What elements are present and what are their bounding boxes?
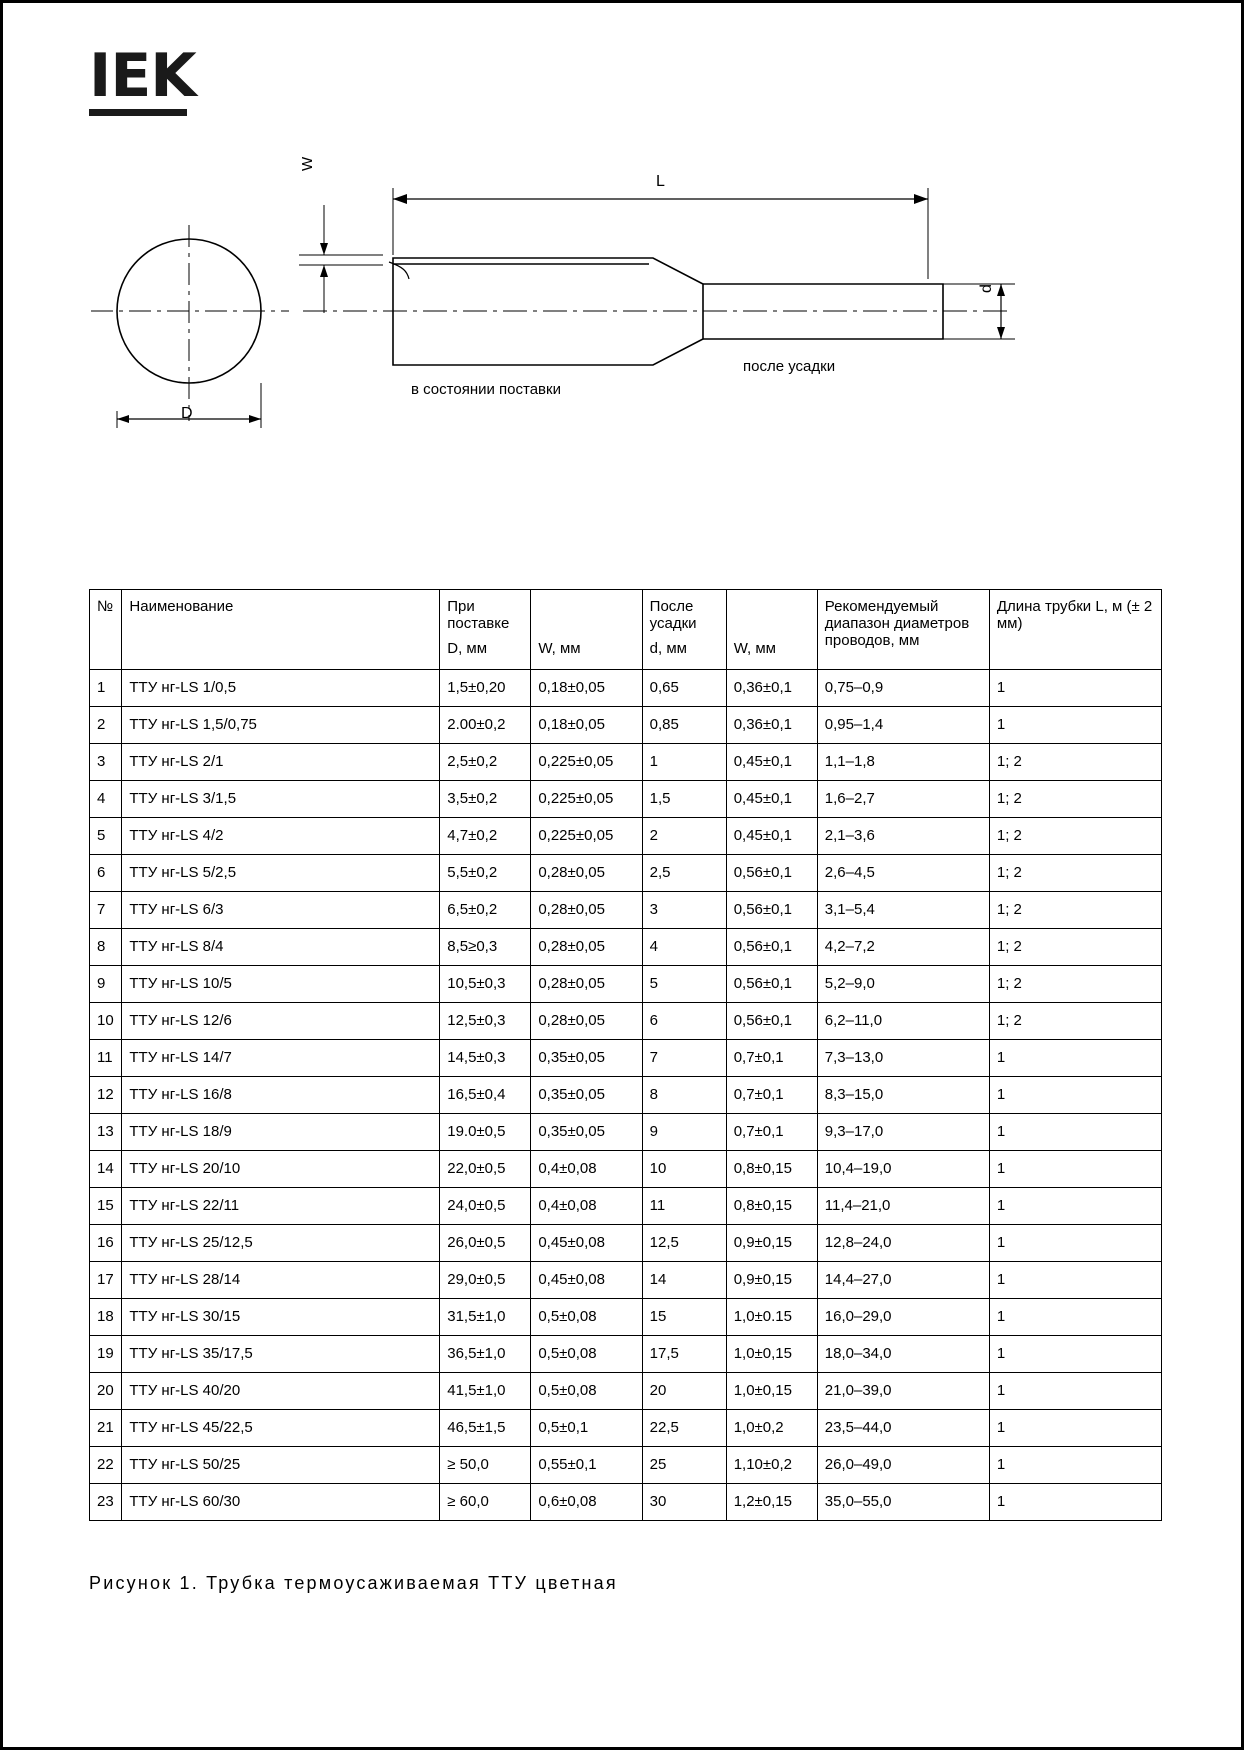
cell-num: 23 bbox=[90, 1483, 122, 1520]
cell-length: 1 bbox=[989, 1483, 1161, 1520]
cell-d: 20 bbox=[642, 1372, 726, 1409]
cell-W-supply: 0,55±0,1 bbox=[531, 1446, 642, 1483]
cell-length: 1; 2 bbox=[989, 854, 1161, 891]
cell-W-shrink: 0,56±0,1 bbox=[726, 928, 817, 965]
cell-name: ТТУ нг-LS 4/2 bbox=[122, 817, 440, 854]
table-row bbox=[90, 965, 1162, 1002]
cell-D: 10,5±0,3 bbox=[440, 965, 531, 1002]
cell-range: 0,75–0,9 bbox=[817, 669, 989, 706]
cell-W-supply: 0,28±0,05 bbox=[531, 965, 642, 1002]
cell-name: ТТУ нг-LS 45/22,5 bbox=[122, 1409, 440, 1446]
header-W-shrink: W, мм bbox=[726, 632, 817, 669]
cell-length: 1; 2 bbox=[989, 1002, 1161, 1039]
label-dimension-L: L bbox=[656, 173, 665, 190]
cell-length: 1 bbox=[989, 1224, 1161, 1261]
cell-range: 26,0–49,0 bbox=[817, 1446, 989, 1483]
cell-W-shrink: 0,56±0,1 bbox=[726, 965, 817, 1002]
cell-D: 24,0±0,5 bbox=[440, 1187, 531, 1224]
table-row bbox=[90, 1076, 1162, 1113]
cell-W-shrink: 0,36±0,1 bbox=[726, 669, 817, 706]
table-row bbox=[90, 1002, 1162, 1039]
cell-d: 1,5 bbox=[642, 780, 726, 817]
cell-D: 46,5±1,5 bbox=[440, 1409, 531, 1446]
cell-length: 1 bbox=[989, 1187, 1161, 1224]
label-dimension-D: D bbox=[181, 405, 193, 422]
cell-W-shrink: 0,7±0,1 bbox=[726, 1076, 817, 1113]
specification-table bbox=[89, 589, 1162, 1521]
cell-name: ТТУ нг-LS 12/6 bbox=[122, 1002, 440, 1039]
label-dimension-W: W bbox=[299, 156, 316, 171]
cell-name: ТТУ нг-LS 10/5 bbox=[122, 965, 440, 1002]
cell-range: 12,8–24,0 bbox=[817, 1224, 989, 1261]
cell-D: 2.00±0,2 bbox=[440, 706, 531, 743]
header-at-supply: При поставке bbox=[440, 590, 531, 633]
cell-d: 3 bbox=[642, 891, 726, 928]
cell-range: 9,3–17,0 bbox=[817, 1113, 989, 1150]
cell-length: 1 bbox=[989, 1261, 1161, 1298]
cell-W-supply: 0,35±0,05 bbox=[531, 1039, 642, 1076]
cell-num: 4 bbox=[90, 780, 122, 817]
cell-num: 9 bbox=[90, 965, 122, 1002]
cell-W-supply: 0,18±0,05 bbox=[531, 669, 642, 706]
table-header bbox=[90, 590, 1162, 670]
cell-num: 10 bbox=[90, 1002, 122, 1039]
cell-D: 41,5±1,0 bbox=[440, 1372, 531, 1409]
label-supply-state: в состоянии поставки bbox=[411, 381, 561, 398]
cell-d: 10 bbox=[642, 1150, 726, 1187]
cell-range: 0,95–1,4 bbox=[817, 706, 989, 743]
cell-range: 23,5–44,0 bbox=[817, 1409, 989, 1446]
table-row bbox=[90, 1335, 1162, 1372]
cell-length: 1; 2 bbox=[989, 817, 1161, 854]
cell-d: 11 bbox=[642, 1187, 726, 1224]
label-after-shrink: после усадки bbox=[743, 358, 836, 375]
cell-W-shrink: 1,10±0,2 bbox=[726, 1446, 817, 1483]
cell-num: 14 bbox=[90, 1150, 122, 1187]
cell-W-shrink: 1,0±0,2 bbox=[726, 1409, 817, 1446]
cell-length: 1; 2 bbox=[989, 928, 1161, 965]
header-d: d, мм bbox=[642, 632, 726, 669]
table-row bbox=[90, 1150, 1162, 1187]
table-header-row-1 bbox=[90, 590, 1162, 633]
cell-name: ТТУ нг-LS 14/7 bbox=[122, 1039, 440, 1076]
cell-name: ТТУ нг-LS 22/11 bbox=[122, 1187, 440, 1224]
cell-W-supply: 0,18±0,05 bbox=[531, 706, 642, 743]
cell-W-supply: 0,225±0,05 bbox=[531, 817, 642, 854]
cell-W-supply: 0,225±0,05 bbox=[531, 780, 642, 817]
table-row bbox=[90, 1372, 1162, 1409]
cell-W-supply: 0,6±0,08 bbox=[531, 1483, 642, 1520]
cell-d: 2 bbox=[642, 817, 726, 854]
cell-length: 1; 2 bbox=[989, 965, 1161, 1002]
table-row bbox=[90, 1113, 1162, 1150]
table-row bbox=[90, 780, 1162, 817]
cell-num: 5 bbox=[90, 817, 122, 854]
cell-range: 21,0–39,0 bbox=[817, 1372, 989, 1409]
cell-W-supply: 0,35±0,05 bbox=[531, 1076, 642, 1113]
table-row bbox=[90, 1298, 1162, 1335]
cell-W-supply: 0,28±0,05 bbox=[531, 891, 642, 928]
cell-D: 1,5±0,20 bbox=[440, 669, 531, 706]
cell-name: ТТУ нг-LS 28/14 bbox=[122, 1261, 440, 1298]
cell-length: 1 bbox=[989, 669, 1161, 706]
cell-num: 12 bbox=[90, 1076, 122, 1113]
cell-d: 2,5 bbox=[642, 854, 726, 891]
cell-d: 1 bbox=[642, 743, 726, 780]
table-row bbox=[90, 1409, 1162, 1446]
cell-length: 1 bbox=[989, 1113, 1161, 1150]
iek-logo bbox=[89, 41, 196, 116]
cell-range: 10,4–19,0 bbox=[817, 1150, 989, 1187]
table-row bbox=[90, 1446, 1162, 1483]
cell-name: ТТУ нг-LS 50/25 bbox=[122, 1446, 440, 1483]
cell-W-supply: 0,45±0,08 bbox=[531, 1261, 642, 1298]
cell-W-supply: 0,5±0,1 bbox=[531, 1409, 642, 1446]
cell-d: 17,5 bbox=[642, 1335, 726, 1372]
table-row bbox=[90, 1483, 1162, 1520]
cell-W-supply: 0,4±0,08 bbox=[531, 1150, 642, 1187]
cell-range: 5,2–9,0 bbox=[817, 965, 989, 1002]
cell-range: 6,2–11,0 bbox=[817, 1002, 989, 1039]
cell-range: 4,2–7,2 bbox=[817, 928, 989, 965]
table-row bbox=[90, 743, 1162, 780]
cell-W-shrink: 0,45±0,1 bbox=[726, 743, 817, 780]
header-recommended-range: Рекомендуемый диапазон диаметров проводов, мм bbox=[817, 590, 989, 670]
cell-name: ТТУ нг-LS 6/3 bbox=[122, 891, 440, 928]
cell-W-supply: 0,4±0,08 bbox=[531, 1187, 642, 1224]
cell-W-supply: 0,28±0,05 bbox=[531, 854, 642, 891]
cell-length: 1 bbox=[989, 1335, 1161, 1372]
cell-W-shrink: 0,36±0,1 bbox=[726, 706, 817, 743]
cell-D: 22,0±0,5 bbox=[440, 1150, 531, 1187]
cell-num: 3 bbox=[90, 743, 122, 780]
cell-name: ТТУ нг-LS 5/2,5 bbox=[122, 854, 440, 891]
cell-num: 18 bbox=[90, 1298, 122, 1335]
cell-range: 2,1–3,6 bbox=[817, 817, 989, 854]
cell-num: 20 bbox=[90, 1372, 122, 1409]
cell-name: ТТУ нг-LS 60/30 bbox=[122, 1483, 440, 1520]
cell-range: 3,1–5,4 bbox=[817, 891, 989, 928]
header-at-supply-spacer bbox=[531, 590, 642, 633]
cell-length: 1 bbox=[989, 1150, 1161, 1187]
cell-W-shrink: 0,45±0,1 bbox=[726, 817, 817, 854]
cell-num: 21 bbox=[90, 1409, 122, 1446]
cell-D: 16,5±0,4 bbox=[440, 1076, 531, 1113]
cell-length: 1 bbox=[989, 1409, 1161, 1446]
cell-length: 1; 2 bbox=[989, 780, 1161, 817]
cell-length: 1; 2 bbox=[989, 891, 1161, 928]
cell-d: 7 bbox=[642, 1039, 726, 1076]
cell-length: 1 bbox=[989, 1039, 1161, 1076]
header-tube-length: Длина трубки L, м (± 2 мм) bbox=[989, 590, 1161, 670]
cell-name: ТТУ нг-LS 8/4 bbox=[122, 928, 440, 965]
cell-D: 19.0±0,5 bbox=[440, 1113, 531, 1150]
cell-d: 14 bbox=[642, 1261, 726, 1298]
cell-name: ТТУ нг-LS 1,5/0,75 bbox=[122, 706, 440, 743]
header-after-shrink-spacer bbox=[726, 590, 817, 633]
cell-range: 35,0–55,0 bbox=[817, 1483, 989, 1520]
header-num: № bbox=[90, 590, 122, 670]
cell-W-supply: 0,5±0,08 bbox=[531, 1372, 642, 1409]
cell-range: 1,1–1,8 bbox=[817, 743, 989, 780]
cell-num: 19 bbox=[90, 1335, 122, 1372]
cell-D: 29,0±0,5 bbox=[440, 1261, 531, 1298]
cell-num: 13 bbox=[90, 1113, 122, 1150]
cell-W-shrink: 1,0±0,15 bbox=[726, 1335, 817, 1372]
table-row bbox=[90, 1039, 1162, 1076]
cell-W-shrink: 0,9±0,15 bbox=[726, 1224, 817, 1261]
table-row bbox=[90, 1261, 1162, 1298]
header-name: Наименование bbox=[122, 590, 440, 670]
table-row bbox=[90, 891, 1162, 928]
cell-d: 6 bbox=[642, 1002, 726, 1039]
cell-num: 22 bbox=[90, 1446, 122, 1483]
cell-d: 15 bbox=[642, 1298, 726, 1335]
cell-D: 26,0±0,5 bbox=[440, 1224, 531, 1261]
cell-W-shrink: 1,0±0,15 bbox=[726, 1372, 817, 1409]
table-row bbox=[90, 706, 1162, 743]
cell-length: 1 bbox=[989, 1446, 1161, 1483]
cell-d: 30 bbox=[642, 1483, 726, 1520]
cell-range: 16,0–29,0 bbox=[817, 1298, 989, 1335]
logo-text: IEK bbox=[89, 41, 196, 111]
cell-name: ТТУ нг-LS 30/15 bbox=[122, 1298, 440, 1335]
header-after-shrink: После усадки bbox=[642, 590, 726, 633]
cell-range: 1,6–2,7 bbox=[817, 780, 989, 817]
table-row bbox=[90, 817, 1162, 854]
cell-num: 7 bbox=[90, 891, 122, 928]
cell-D: 3,5±0,2 bbox=[440, 780, 531, 817]
cell-W-shrink: 0,8±0,15 bbox=[726, 1150, 817, 1187]
label-dimension-d: d bbox=[978, 284, 995, 293]
cell-D: 31,5±1,0 bbox=[440, 1298, 531, 1335]
cell-name: ТТУ нг-LS 25/12,5 bbox=[122, 1224, 440, 1261]
cell-length: 1 bbox=[989, 1298, 1161, 1335]
cell-name: ТТУ нг-LS 1/0,5 bbox=[122, 669, 440, 706]
cell-num: 15 bbox=[90, 1187, 122, 1224]
cell-name: ТТУ нг-LS 3/1,5 bbox=[122, 780, 440, 817]
cell-W-shrink: 0,56±0,1 bbox=[726, 1002, 817, 1039]
table-row bbox=[90, 854, 1162, 891]
cell-range: 7,3–13,0 bbox=[817, 1039, 989, 1076]
cell-d: 0,65 bbox=[642, 669, 726, 706]
cell-d: 0,85 bbox=[642, 706, 726, 743]
cell-length: 1 bbox=[989, 706, 1161, 743]
cell-range: 8,3–15,0 bbox=[817, 1076, 989, 1113]
cell-num: 11 bbox=[90, 1039, 122, 1076]
cell-name: ТТУ нг-LS 16/8 bbox=[122, 1076, 440, 1113]
header-W-supply: W, мм bbox=[531, 632, 642, 669]
table-row bbox=[90, 1187, 1162, 1224]
cell-D: 8,5≥0,3 bbox=[440, 928, 531, 965]
cell-length: 1 bbox=[989, 1076, 1161, 1113]
cell-num: 2 bbox=[90, 706, 122, 743]
cell-W-supply: 0,45±0,08 bbox=[531, 1224, 642, 1261]
table-row bbox=[90, 669, 1162, 706]
cell-W-shrink: 0,8±0,15 bbox=[726, 1187, 817, 1224]
cell-W-supply: 0,35±0,05 bbox=[531, 1113, 642, 1150]
cell-W-supply: 0,5±0,08 bbox=[531, 1298, 642, 1335]
header-D: D, мм bbox=[440, 632, 531, 669]
cell-D: 2,5±0,2 bbox=[440, 743, 531, 780]
cell-range: 18,0–34,0 bbox=[817, 1335, 989, 1372]
cell-W-shrink: 1,2±0,15 bbox=[726, 1483, 817, 1520]
cell-d: 4 bbox=[642, 928, 726, 965]
table-row bbox=[90, 928, 1162, 965]
cell-W-supply: 0,225±0,05 bbox=[531, 743, 642, 780]
cell-name: ТТУ нг-LS 35/17,5 bbox=[122, 1335, 440, 1372]
cell-D: 36,5±1,0 bbox=[440, 1335, 531, 1372]
cell-D: 14,5±0,3 bbox=[440, 1039, 531, 1076]
cell-W-supply: 0,28±0,05 bbox=[531, 1002, 642, 1039]
cell-D: 6,5±0,2 bbox=[440, 891, 531, 928]
cell-D: 4,7±0,2 bbox=[440, 817, 531, 854]
cell-range: 2,6–4,5 bbox=[817, 854, 989, 891]
table-row bbox=[90, 1224, 1162, 1261]
cell-d: 12,5 bbox=[642, 1224, 726, 1261]
table-body bbox=[90, 669, 1162, 1520]
cell-D: ≥ 50,0 bbox=[440, 1446, 531, 1483]
cell-W-shrink: 0,9±0,15 bbox=[726, 1261, 817, 1298]
cell-num: 8 bbox=[90, 928, 122, 965]
cell-name: ТТУ нг-LS 20/10 bbox=[122, 1150, 440, 1187]
cell-num: 17 bbox=[90, 1261, 122, 1298]
cell-W-supply: 0,5±0,08 bbox=[531, 1335, 642, 1372]
cell-name: ТТУ нг-LS 2/1 bbox=[122, 743, 440, 780]
cell-d: 25 bbox=[642, 1446, 726, 1483]
cell-D: 12,5±0,3 bbox=[440, 1002, 531, 1039]
product-diagram bbox=[3, 143, 1244, 463]
cell-W-shrink: 0,56±0,1 bbox=[726, 891, 817, 928]
cell-num: 6 bbox=[90, 854, 122, 891]
cell-W-shrink: 0,56±0,1 bbox=[726, 854, 817, 891]
cell-d: 5 bbox=[642, 965, 726, 1002]
cell-num: 16 bbox=[90, 1224, 122, 1261]
cell-W-shrink: 0,7±0,1 bbox=[726, 1113, 817, 1150]
cell-name: ТТУ нг-LS 40/20 bbox=[122, 1372, 440, 1409]
cell-W-shrink: 1,0±0.15 bbox=[726, 1298, 817, 1335]
cell-range: 14,4–27,0 bbox=[817, 1261, 989, 1298]
cell-range: 11,4–21,0 bbox=[817, 1187, 989, 1224]
cell-W-shrink: 0,7±0,1 bbox=[726, 1039, 817, 1076]
cell-D: ≥ 60,0 bbox=[440, 1483, 531, 1520]
cell-name: ТТУ нг-LS 18/9 bbox=[122, 1113, 440, 1150]
cell-d: 8 bbox=[642, 1076, 726, 1113]
cell-length: 1 bbox=[989, 1372, 1161, 1409]
cell-W-shrink: 0,45±0,1 bbox=[726, 780, 817, 817]
cell-num: 1 bbox=[90, 669, 122, 706]
cell-W-supply: 0,28±0,05 bbox=[531, 928, 642, 965]
cell-length: 1; 2 bbox=[989, 743, 1161, 780]
cell-D: 5,5±0,2 bbox=[440, 854, 531, 891]
cell-d: 22,5 bbox=[642, 1409, 726, 1446]
cell-d: 9 bbox=[642, 1113, 726, 1150]
figure-caption: Рисунок 1. Трубка термоусаживаемая ТТУ цветная bbox=[89, 1573, 618, 1593]
